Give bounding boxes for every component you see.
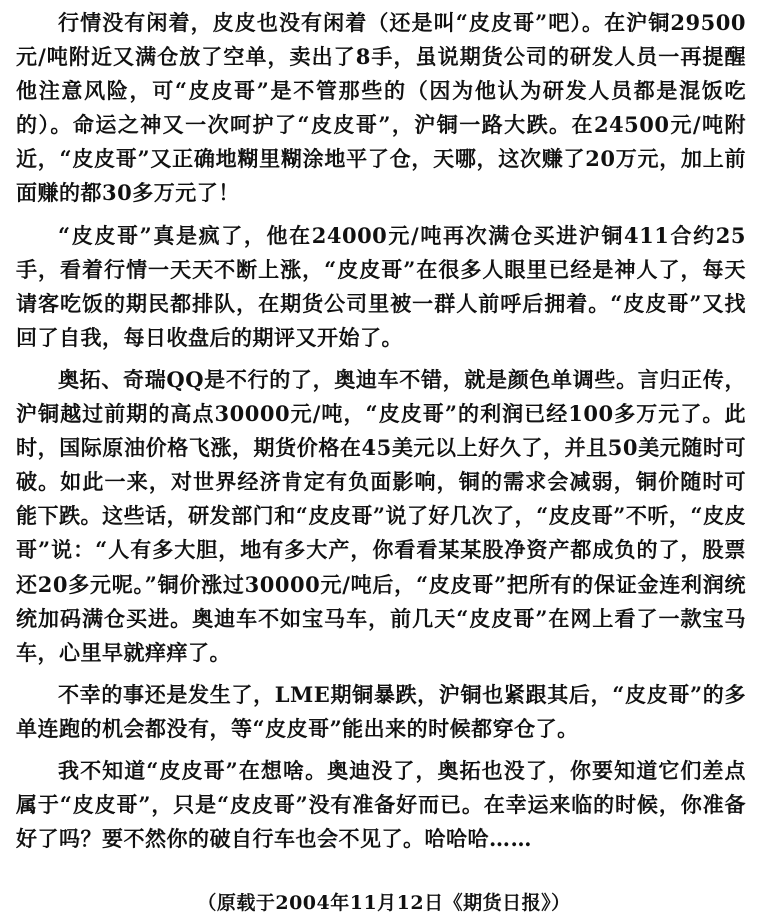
paragraph-1: 行情没有闲着，皮皮也没有闲着（还是叫“皮皮哥”吧）。在沪铜29500元/吨附近又满仓放了空单，卖出了8手，虽说期货公司的研发人员一再提醒他注意风险，可“皮皮哥”是不管那些的（因为他认为研发人员都是混饭吃的）。命运之神又一次呵护了“皮皮哥”，沪铜一路大跌。在24500元/吨附近，“皮皮哥”又正确地糊里糊涂地平了仓，天哪，这次赚了20万元，加上前面赚的都30多万元了！ bbox=[16, 10, 746, 206]
source-citation: （原载于2004年11月12日《期货日报》） bbox=[197, 892, 571, 915]
article-page bbox=[16, 6, 746, 920]
paragraph-5: 我不知道“皮皮哥”在想啥。奥迪没了，奥拓也没了，你要知道它们差点属于“皮皮哥”，只是“皮皮哥”没有准备好而已。在幸运来临的时候，你准备好了吗？要不然你的破自行车也会不见了。哈哈哈…… bbox=[16, 757, 746, 852]
paragraph-4: 不幸的事还是发生了，LME期铜暴跌，沪铜也紧跟其后，“皮皮哥”的多单连跑的机会都没有，等“皮皮哥”能出来的时候都穿仓了。 bbox=[16, 681, 746, 741]
paragraph-2: “皮皮哥”真是疯了，他在24000元/吨再次满仓买进沪铜411合约25手，看着行情一天天不断上涨，“皮皮哥”在很多人眼里已经是神人了，每天请客吃饭的期民都排队，在期货公司里被一群人前呼后拥着。“皮皮哥”又找回了自我，每日收盘后的期评又开始了。 bbox=[16, 222, 746, 350]
paragraph-3: 奥拓、奇瑞QQ是不行的了，奥迪车不错，就是颜色单调些。言归正传，沪铜越过前期的高点30000元/吨，“皮皮哥”的利润已经100多万元了。此时，国际原油价格飞涨，期货价格在45美元以上好久了，并且50美元随时可破。如此一来，对世界经济肯定有负面影响，铜的需求会减弱，铜价随时可能下跌。这些话，研发部门和“皮皮哥”说了好几次了，“皮皮哥”不听，“皮皮哥”说：“人有多大胆，地有多大产，你看看某某股净资产都成负的了，股票还20多元呢。”铜价涨过30000元/吨后，“皮皮哥”把所有的保证金连利润统统加码满仓买进。奥迪车不如宝马车，前几天“皮皮哥”在网上看了一款宝马车，心里早就痒痒了。 bbox=[16, 366, 746, 665]
